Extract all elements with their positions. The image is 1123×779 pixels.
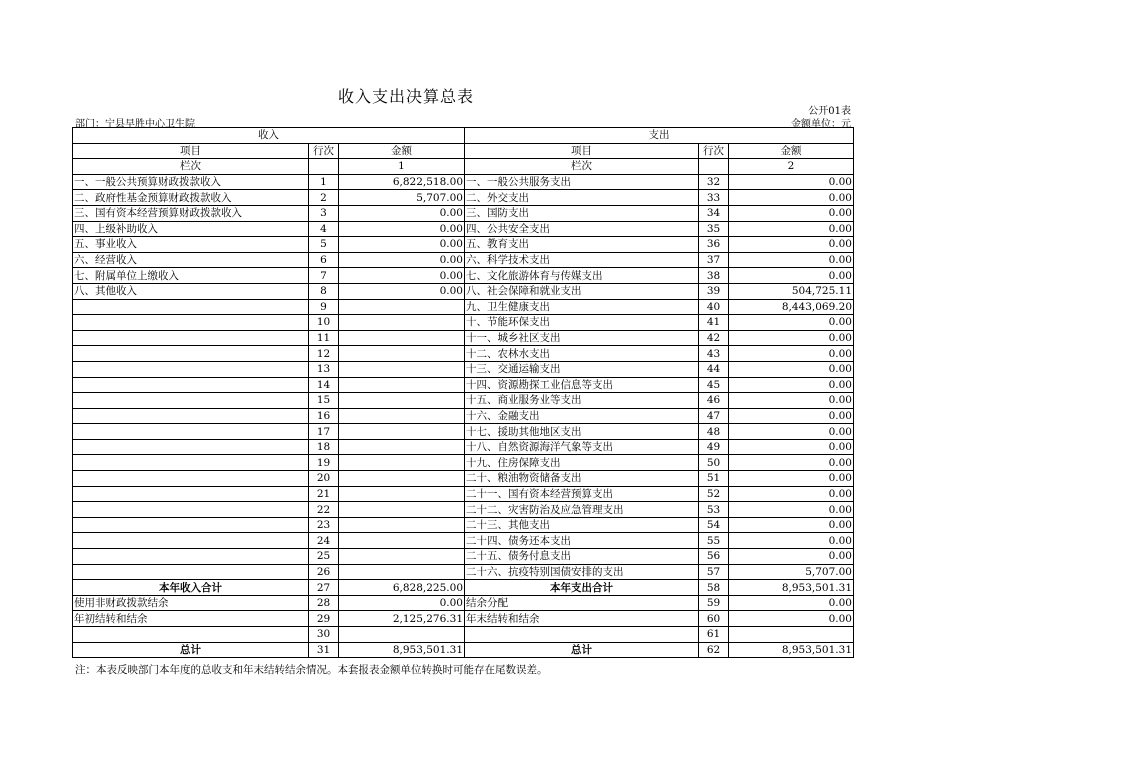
income-item-cell bbox=[73, 486, 309, 502]
income-row-no-cell: 24 bbox=[309, 533, 339, 549]
column-index-row bbox=[73, 159, 854, 175]
income-item-cell: 一、一般公共预算财政拨款收入 bbox=[73, 174, 309, 190]
income-amount-cell: 0.00 bbox=[339, 237, 465, 253]
income-row-no-cell: 12 bbox=[309, 346, 339, 362]
income-amount-cell: 6,828,225.00 bbox=[339, 580, 465, 596]
income-item-cell bbox=[73, 393, 309, 409]
expense-amount-cell: 0.00 bbox=[729, 533, 854, 549]
table-row bbox=[73, 330, 854, 346]
expense-amount-cell: 0.00 bbox=[729, 330, 854, 346]
income-row-no-cell: 31 bbox=[309, 642, 339, 658]
expense-row-no-header: 行次 bbox=[699, 143, 729, 159]
income-amount-header: 金额 bbox=[339, 143, 465, 159]
income-item-cell bbox=[73, 424, 309, 440]
income-amount-cell: 0.00 bbox=[339, 252, 465, 268]
income-row-no-cell: 18 bbox=[309, 439, 339, 455]
income-amount-cell bbox=[339, 299, 465, 315]
expense-amount-cell: 0.00 bbox=[729, 393, 854, 409]
income-amount-cell bbox=[339, 517, 465, 533]
expense-row-no-cell: 34 bbox=[699, 205, 729, 221]
income-amount-cell bbox=[339, 471, 465, 487]
income-row-no-header: 行次 bbox=[309, 143, 339, 159]
income-amount-cell: 0.00 bbox=[339, 205, 465, 221]
expense-item-cell: 十、节能环保支出 bbox=[465, 315, 699, 331]
table-row bbox=[73, 205, 854, 221]
table-row bbox=[73, 502, 854, 518]
expense-item-cell bbox=[465, 627, 699, 643]
income-row-no-cell: 9 bbox=[309, 299, 339, 315]
income-amount-cell: 2,125,276.31 bbox=[339, 611, 465, 627]
expense-amount-cell: 0.00 bbox=[729, 611, 854, 627]
table-row bbox=[73, 471, 854, 487]
income-row-no-cell: 17 bbox=[309, 424, 339, 440]
expense-amount-cell: 0.00 bbox=[729, 315, 854, 331]
income-row-no-cell: 3 bbox=[309, 205, 339, 221]
expense-index-number: 2 bbox=[729, 159, 854, 175]
expense-amount-cell: 5,707.00 bbox=[729, 564, 854, 580]
income-index-blank bbox=[309, 159, 339, 175]
expense-row-no-cell: 40 bbox=[699, 299, 729, 315]
income-item-cell bbox=[73, 408, 309, 424]
expense-item-header: 项目 bbox=[465, 143, 699, 159]
expense-row-no-cell: 54 bbox=[699, 517, 729, 533]
income-item-cell bbox=[73, 455, 309, 471]
expense-amount-cell: 504,725.11 bbox=[729, 283, 854, 299]
expense-item-cell: 九、卫生健康支出 bbox=[465, 299, 699, 315]
income-item-header: 项目 bbox=[73, 143, 309, 159]
table-row bbox=[73, 517, 854, 533]
income-amount-cell bbox=[339, 533, 465, 549]
income-item-cell bbox=[73, 549, 309, 565]
expense-amount-cell: 8,443,069.20 bbox=[729, 299, 854, 315]
expense-amount-cell: 8,953,501.31 bbox=[729, 642, 854, 658]
income-amount-cell bbox=[339, 564, 465, 580]
income-item-cell bbox=[73, 439, 309, 455]
expense-item-cell: 十一、城乡社区支出 bbox=[465, 330, 699, 346]
year-total-row bbox=[73, 580, 854, 596]
department-label: 部门：宁县早胜中心卫生院 bbox=[75, 119, 195, 130]
amount-unit-label: 金额单位：元 bbox=[791, 119, 851, 130]
expense-amount-cell: 0.00 bbox=[729, 471, 854, 487]
expense-amount-header: 金额 bbox=[729, 143, 854, 159]
expense-amount-cell: 0.00 bbox=[729, 455, 854, 471]
income-item-cell bbox=[73, 299, 309, 315]
expense-row-no-cell: 35 bbox=[699, 221, 729, 237]
income-amount-cell: 0.00 bbox=[339, 595, 465, 611]
table-row bbox=[73, 564, 854, 580]
table-row bbox=[73, 237, 854, 253]
income-amount-cell bbox=[339, 361, 465, 377]
income-row-no-cell: 23 bbox=[309, 517, 339, 533]
income-item-cell: 四、上级补助收入 bbox=[73, 221, 309, 237]
income-row-no-cell: 14 bbox=[309, 377, 339, 393]
expense-item-cell: 十七、援助其他地区支出 bbox=[465, 424, 699, 440]
income-amount-cell bbox=[339, 455, 465, 471]
expense-row-no-cell: 42 bbox=[699, 330, 729, 346]
expense-item-cell: 十九、住房保障支出 bbox=[465, 455, 699, 471]
income-item-cell bbox=[73, 346, 309, 362]
expense-item-cell: 七、文化旅游体育与传媒支出 bbox=[465, 268, 699, 284]
expense-row-no-cell: 38 bbox=[699, 268, 729, 284]
income-row-no-cell: 30 bbox=[309, 627, 339, 643]
income-index-number: 1 bbox=[339, 159, 465, 175]
income-amount-cell bbox=[339, 627, 465, 643]
expense-item-cell: 十二、农林水支出 bbox=[465, 346, 699, 362]
expense-row-no-cell: 56 bbox=[699, 549, 729, 565]
expense-item-cell: 四、公共安全支出 bbox=[465, 221, 699, 237]
income-row-no-cell: 20 bbox=[309, 471, 339, 487]
expense-row-no-cell: 59 bbox=[699, 595, 729, 611]
expense-amount-cell: 0.00 bbox=[729, 408, 854, 424]
income-item-cell: 使用非财政拨款结余 bbox=[73, 595, 309, 611]
income-item-cell bbox=[73, 502, 309, 518]
income-item-cell: 八、其他收入 bbox=[73, 283, 309, 299]
table-row bbox=[73, 252, 854, 268]
expense-item-cell: 二十四、债务还本支出 bbox=[465, 533, 699, 549]
expense-row-no-cell: 62 bbox=[699, 642, 729, 658]
expense-amount-cell bbox=[729, 627, 854, 643]
income-amount-cell bbox=[339, 439, 465, 455]
table-row bbox=[73, 611, 854, 627]
expense-amount-cell: 0.00 bbox=[729, 174, 854, 190]
table-row bbox=[73, 299, 854, 315]
expense-row-no-cell: 57 bbox=[699, 564, 729, 580]
income-row-no-cell: 8 bbox=[309, 283, 339, 299]
expense-amount-cell: 0.00 bbox=[729, 377, 854, 393]
income-row-no-cell: 19 bbox=[309, 455, 339, 471]
expense-item-cell: 十四、资源勘探工业信息等支出 bbox=[465, 377, 699, 393]
expense-amount-cell: 0.00 bbox=[729, 252, 854, 268]
table-row bbox=[73, 549, 854, 565]
income-row-no-cell: 7 bbox=[309, 268, 339, 284]
footnote: 注：本表反映部门本年度的总收支和年末结转结余情况。本套报表金额单位转换时可能存在尾数误差。 bbox=[75, 664, 548, 676]
income-item-cell: 二、政府性基金预算财政拨款收入 bbox=[73, 190, 309, 206]
income-item-cell bbox=[73, 330, 309, 346]
expense-item-cell: 八、社会保障和就业支出 bbox=[465, 283, 699, 299]
table-row bbox=[73, 408, 854, 424]
income-amount-cell bbox=[339, 393, 465, 409]
form-code: 公开01表 bbox=[808, 106, 851, 117]
table-row bbox=[73, 221, 854, 237]
income-index-label: 栏次 bbox=[73, 159, 309, 175]
table-row bbox=[73, 190, 854, 206]
expense-item-cell: 二十一、国有资本经营预算支出 bbox=[465, 486, 699, 502]
income-row-no-cell: 25 bbox=[309, 549, 339, 565]
income-item-cell bbox=[73, 315, 309, 331]
table-row bbox=[73, 627, 854, 643]
income-amount-cell bbox=[339, 377, 465, 393]
expense-item-cell: 十三、交通运输支出 bbox=[465, 361, 699, 377]
expense-row-no-cell: 55 bbox=[699, 533, 729, 549]
table-row bbox=[73, 455, 854, 471]
expense-item-cell: 五、教育支出 bbox=[465, 237, 699, 253]
income-amount-cell: 0.00 bbox=[339, 221, 465, 237]
expense-item-cell: 年末结转和结余 bbox=[465, 611, 699, 627]
income-amount-cell bbox=[339, 330, 465, 346]
income-amount-cell bbox=[339, 408, 465, 424]
income-row-no-cell: 16 bbox=[309, 408, 339, 424]
expense-amount-cell: 0.00 bbox=[729, 190, 854, 206]
income-row-no-cell: 29 bbox=[309, 611, 339, 627]
page-title: 收入支出决算总表 bbox=[338, 87, 475, 106]
income-row-no-cell: 13 bbox=[309, 361, 339, 377]
table-row bbox=[73, 174, 854, 190]
income-item-cell: 五、事业收入 bbox=[73, 237, 309, 253]
expense-index-blank bbox=[699, 159, 729, 175]
income-amount-cell: 0.00 bbox=[339, 268, 465, 284]
expense-row-no-cell: 36 bbox=[699, 237, 729, 253]
income-item-cell: 总计 bbox=[73, 642, 309, 658]
income-amount-cell: 5,707.00 bbox=[339, 190, 465, 206]
income-item-cell bbox=[73, 377, 309, 393]
income-row-no-cell: 11 bbox=[309, 330, 339, 346]
expense-index-label: 栏次 bbox=[465, 159, 699, 175]
section-header-row bbox=[73, 128, 854, 144]
expense-item-cell: 二十三、其他支出 bbox=[465, 517, 699, 533]
expense-amount-cell: 0.00 bbox=[729, 221, 854, 237]
expense-item-cell: 二十五、债务付息支出 bbox=[465, 549, 699, 565]
income-amount-cell bbox=[339, 486, 465, 502]
expense-amount-cell: 0.00 bbox=[729, 424, 854, 440]
expense-row-no-cell: 61 bbox=[699, 627, 729, 643]
income-amount-cell: 6,822,518.00 bbox=[339, 174, 465, 190]
income-row-no-cell: 5 bbox=[309, 237, 339, 253]
expense-item-cell: 总计 bbox=[465, 642, 699, 658]
expense-row-no-cell: 58 bbox=[699, 580, 729, 596]
expense-row-no-cell: 49 bbox=[699, 439, 729, 455]
expense-row-no-cell: 41 bbox=[699, 315, 729, 331]
expense-amount-cell: 0.00 bbox=[729, 486, 854, 502]
expense-row-no-cell: 47 bbox=[699, 408, 729, 424]
expense-row-no-cell: 53 bbox=[699, 502, 729, 518]
income-item-cell bbox=[73, 627, 309, 643]
income-amount-cell: 8,953,501.31 bbox=[339, 642, 465, 658]
income-item-cell: 六、经营收入 bbox=[73, 252, 309, 268]
expense-row-no-cell: 52 bbox=[699, 486, 729, 502]
income-amount-cell bbox=[339, 315, 465, 331]
table-row bbox=[73, 361, 854, 377]
expense-row-no-cell: 48 bbox=[699, 424, 729, 440]
income-row-no-cell: 21 bbox=[309, 486, 339, 502]
table-row bbox=[73, 315, 854, 331]
expense-amount-cell: 0.00 bbox=[729, 595, 854, 611]
income-row-no-cell: 15 bbox=[309, 393, 339, 409]
table-row bbox=[73, 595, 854, 611]
income-row-no-cell: 22 bbox=[309, 502, 339, 518]
expense-amount-cell: 0.00 bbox=[729, 439, 854, 455]
expense-item-cell: 二十六、抗疫特别国债安排的支出 bbox=[465, 564, 699, 580]
income-row-no-cell: 27 bbox=[309, 580, 339, 596]
income-amount-cell bbox=[339, 424, 465, 440]
expense-row-no-cell: 33 bbox=[699, 190, 729, 206]
income-row-no-cell: 10 bbox=[309, 315, 339, 331]
expense-amount-cell: 0.00 bbox=[729, 549, 854, 565]
expense-item-cell: 三、国防支出 bbox=[465, 205, 699, 221]
table-row bbox=[73, 283, 854, 299]
income-section-header: 收入 bbox=[73, 128, 465, 144]
income-item-cell: 七、附属单位上缴收入 bbox=[73, 268, 309, 284]
expense-row-no-cell: 37 bbox=[699, 252, 729, 268]
income-amount-cell bbox=[339, 502, 465, 518]
expense-row-no-cell: 50 bbox=[699, 455, 729, 471]
grand-total-row bbox=[73, 642, 854, 658]
expense-row-no-cell: 39 bbox=[699, 283, 729, 299]
expense-item-cell: 二十二、灾害防治及应急管理支出 bbox=[465, 502, 699, 518]
column-header-row bbox=[73, 143, 854, 159]
income-item-cell bbox=[73, 361, 309, 377]
expense-amount-cell: 0.00 bbox=[729, 517, 854, 533]
income-item-cell: 年初结转和结余 bbox=[73, 611, 309, 627]
table-row bbox=[73, 268, 854, 284]
expense-amount-cell: 0.00 bbox=[729, 361, 854, 377]
income-row-no-cell: 2 bbox=[309, 190, 339, 206]
expense-amount-cell: 0.00 bbox=[729, 268, 854, 284]
income-row-no-cell: 26 bbox=[309, 564, 339, 580]
expense-row-no-cell: 51 bbox=[699, 471, 729, 487]
income-row-no-cell: 4 bbox=[309, 221, 339, 237]
income-item-cell: 本年收入合计 bbox=[73, 580, 309, 596]
income-item-cell bbox=[73, 517, 309, 533]
income-row-no-cell: 28 bbox=[309, 595, 339, 611]
income-row-no-cell: 6 bbox=[309, 252, 339, 268]
income-row-no-cell: 1 bbox=[309, 174, 339, 190]
income-amount-cell bbox=[339, 346, 465, 362]
income-amount-cell bbox=[339, 549, 465, 565]
table-row bbox=[73, 393, 854, 409]
expense-item-cell: 十六、金融支出 bbox=[465, 408, 699, 424]
expense-item-cell: 本年支出合计 bbox=[465, 580, 699, 596]
expense-row-no-cell: 45 bbox=[699, 377, 729, 393]
table-row bbox=[73, 424, 854, 440]
expense-amount-cell: 8,953,501.31 bbox=[729, 580, 854, 596]
table-row bbox=[73, 533, 854, 549]
expense-item-cell: 六、科学技术支出 bbox=[465, 252, 699, 268]
income-amount-cell: 0.00 bbox=[339, 283, 465, 299]
expense-amount-cell: 0.00 bbox=[729, 502, 854, 518]
expense-amount-cell: 0.00 bbox=[729, 237, 854, 253]
income-item-cell bbox=[73, 564, 309, 580]
table-row bbox=[73, 346, 854, 362]
expense-row-no-cell: 46 bbox=[699, 393, 729, 409]
expense-item-cell: 结余分配 bbox=[465, 595, 699, 611]
expense-row-no-cell: 60 bbox=[699, 611, 729, 627]
expense-item-cell: 十五、商业服务业等支出 bbox=[465, 393, 699, 409]
income-item-cell bbox=[73, 533, 309, 549]
table-row bbox=[73, 377, 854, 393]
expense-section-header: 支出 bbox=[465, 128, 854, 144]
income-item-cell bbox=[73, 471, 309, 487]
expense-amount-cell: 0.00 bbox=[729, 346, 854, 362]
expense-amount-cell: 0.00 bbox=[729, 205, 854, 221]
income-item-cell: 三、国有资本经营预算财政拨款收入 bbox=[73, 205, 309, 221]
table-row bbox=[73, 439, 854, 455]
income-expense-table bbox=[72, 127, 854, 658]
expense-row-no-cell: 44 bbox=[699, 361, 729, 377]
table-row bbox=[73, 486, 854, 502]
expense-item-cell: 二十、粮油物资储备支出 bbox=[465, 471, 699, 487]
expense-row-no-cell: 32 bbox=[699, 174, 729, 190]
expense-row-no-cell: 43 bbox=[699, 346, 729, 362]
expense-item-cell: 一、一般公共服务支出 bbox=[465, 174, 699, 190]
expense-item-cell: 二、外交支出 bbox=[465, 190, 699, 206]
expense-item-cell: 十八、自然资源海洋气象等支出 bbox=[465, 439, 699, 455]
